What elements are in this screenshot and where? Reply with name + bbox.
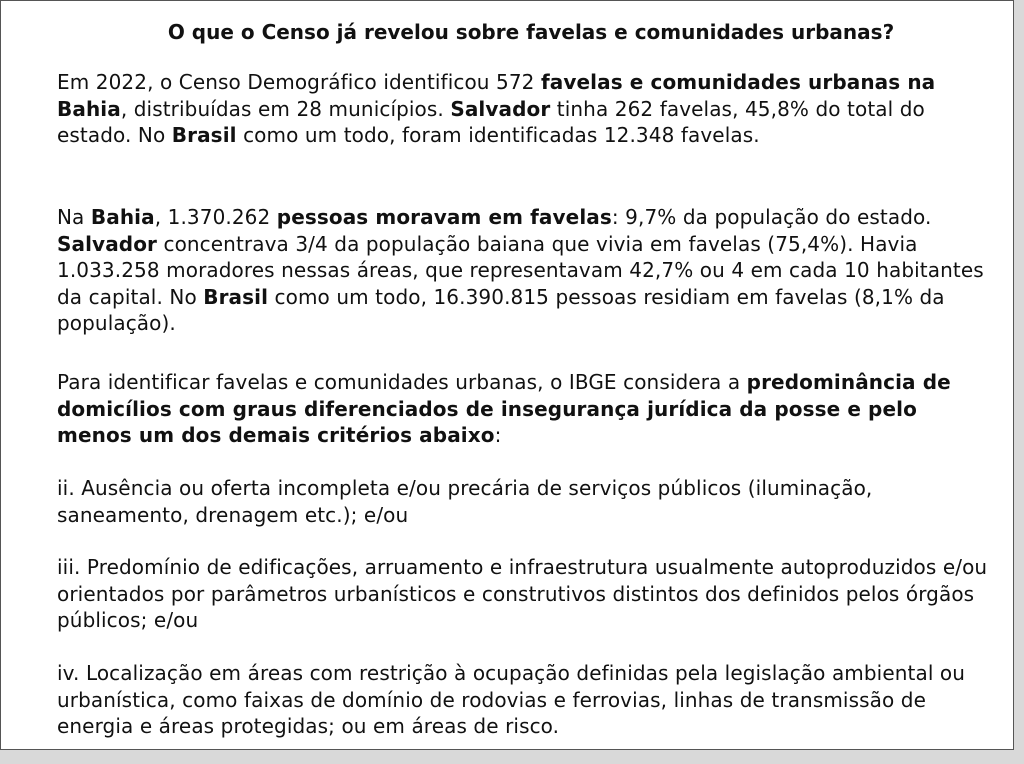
- text-segment-bold: Salvador: [57, 231, 158, 256]
- text-segment: concentrava 3/4 da população baiana que vivia em favelas (75,4%). Havia 1.033.258 moradores nessas áreas, que representavam 42,7% ou 4 em cada 10 habitantes da capital. No: [57, 231, 984, 309]
- text-segment-bold: predominância de domicílios com graus diferenciados de insegurança jurídica da posse e pelo menos um dos demais critérios abaixo: [57, 370, 951, 447]
- text-segment: tinha 262 favelas, 45,8% do total do estado. No: [57, 96, 925, 147]
- criterion-ii: [57, 475, 992, 528]
- paragraph-favelas-count: [57, 69, 992, 149]
- page-title: O que o Censo já revelou sobre favelas e comunidades urbanas?: [167, 20, 895, 44]
- criterion-iii: [57, 554, 992, 634]
- text-segment-bold: Brasil: [203, 284, 269, 309]
- text-segment: Para identificar favelas e comunidades urbanas, o IBGE considera a: [57, 370, 747, 394]
- criterion-iv: [57, 660, 992, 740]
- text-segment: : 9,7% da população do estado.: [611, 205, 932, 229]
- text-segment-bold: Brasil: [171, 123, 237, 147]
- text-segment-bold: Bahia: [90, 205, 155, 229]
- paragraph-criteria-intro: [57, 369, 992, 449]
- text-segment: como um todo, foram identificadas 12.348 favelas.: [236, 123, 760, 147]
- text-segment: Na: [57, 205, 91, 229]
- text-segment-bold: favelas e comunidades urbanas na Bahia: [57, 70, 936, 121]
- text-segment: iii. Predomínio de edificações, arruamento e infraestrutura usualmente autoproduzidos e/ou orientados por parâmetros urbanísticos e construtivos distintos dos definidos pelos órgãos públicos; e/ou: [57, 555, 988, 632]
- text-segment: , 1.370.262: [154, 205, 277, 229]
- text-segment: :: [494, 423, 502, 447]
- text-segment-bold: pessoas moravam em favelas: [276, 205, 612, 229]
- paragraph-population: [57, 204, 992, 337]
- text-segment: Em 2022, o Censo Demográfico identificou 572: [57, 70, 541, 94]
- text-segment: , distribuídas em 28 municípios.: [120, 96, 451, 121]
- text-segment: como um todo, 16.390.815 pessoas residiam em favelas (8,1% da população).: [57, 284, 945, 335]
- text-segment: ii. Ausência ou oferta incompleta e/ou precária de serviços públicos (iluminação, saneamento, drenagem etc.); e/ou: [57, 476, 873, 527]
- text-segment-bold: Salvador: [450, 96, 551, 121]
- text-segment: iv. Localização em áreas com restrição à ocupação definidas pela legislação ambiental ou urbanística, como faixas de domínio de rodovias e ferrovias, linhas de transmissão de energia e áreas protegidas; ou em áreas de risco.: [57, 661, 966, 738]
